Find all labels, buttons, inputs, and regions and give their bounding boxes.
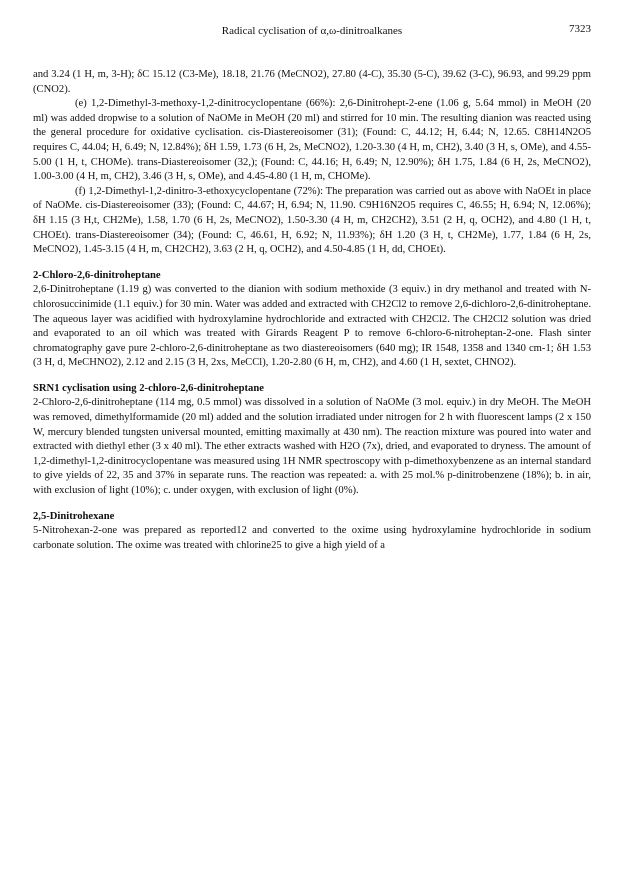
- section-text: 2-Chloro-2,6-dinitroheptane (114 mg, 0.5 mmol) was dissolved in a solution of NaOMe (3 mol. equiv.) in dry MeOH. The MeOH was removed, dimethylformamide (20 ml) added and the solution irradiated under nitrogen for 2 h with fluorescent lamps (2 x 150 W, mercury blended tungsten universal mounted, emitting maximally at 430 nm). The reaction mixture was poured into water and extracted with diethyl ether (3 x 40 ml). The ether extracts washed with H2O (7x), dried, and evaporated to dryness. The amount of 1,2-dimethyl-1,2-dinitrocyclopentane was measured using 1H NMR spectroscopy with p-dimethoxybenzene as an internal standard to give yields of 22, 35 and 37% in separate runs. The reaction was repeated: a. with 25 mol.% p-dinitrobenzene (18%); b. in air, with exclusion of light (10%); c. under oxygen, with exclusion of light (0%).: [33, 397, 591, 497]
- paragraph-procedure-f: (f) 1,2-Dimethyl-1,2-dinitro-3-ethoxycyclopentane (72%): The preparation was carried out as above with NaOEt in place of NaOMe. cis-Diastereoisomer (33); (Found: C, 44.67; H, 6.94; N, 11.90. C9H16N2O5 requires C, 46.55; H, 6.94; N, 12.06%); δH 1.15 (3 H,t, CH2Me), 1.58, 1.70 (6 H, 2s, MeCNO2), 1.50-3.30 (4 H, m, CH2CH2), 3.51 (2 H, q, OCH2), and 4.80 (1 H, t, CHOEt). trans-Diastereoisomer (34); (Found: C, 46.61, H, 6.92; N, 11.93%); δH 1.20 (3 H, t, CH2Me), 1.77, 1.84 (6 H, 2s, MeCNO2), 1.45-3.15 (4 H, m, CH2CH2), 3.63 (2 H, q, OCH2), and 4.50-4.85 (1 H, dd, CHOEt).: [33, 185, 591, 256]
- section-heading: 2,5-Dinitrohexane: [33, 510, 115, 522]
- section-chloro-dinitroheptane: [33, 269, 591, 371]
- body-text: [33, 68, 591, 553]
- section-text: 5-Nitrohexan-2-one was prepared as reported12 and converted to the oxime using hydroxylamine hydrochloride in sodium carbonate solution. The oxime was treated with chlorine25 to give a high yield of a: [33, 525, 591, 551]
- section-dinitrohexane: [33, 510, 591, 554]
- paragraph-procedure-e: (e) 1,2-Dimethyl-3-methoxy-1,2-dinitrocyclopentane (66%): 2,6-Dinitrohept-2-ene (1.06 g, 5.64 mmol) in MeOH (20 ml) was added dropwise to a solution of NaOMe in MeOH (20 ml) and stirred for 10 min. The resulting dianion was reacted using the general procedure for oxidative cyclisation. cis-Diastereoisomer (31); (Found: C, 44.12; H, 6.44; N, 12.65. C8H14N2O5 requires C, 44.04; H, 6.49; N, 12.84%); δH 1.59, 1.73 (6 H, 2s, MeCNO2), 1.20-3.30 (4 H, m, CH2), 3.40 (3 H, s, OMe), and 4.55-5.00 (1 H, t, CHOMe). trans-Diastereoisomer (32,); (Found: C, 44.16; H, 6.49; N, 12.90%); δH 1.75, 1.84 (6 H, 2s, MeCNO2), 1.00-3.00 (4 H, m, CH2), 3.46 (3 H, s, OMe), and 4.45-4.80 (1 H, m, CHOMe).: [33, 98, 591, 183]
- running-head: Radical cyclisation of α,ω-dinitroalkanes: [221, 25, 403, 37]
- page-number: 7323: [569, 23, 591, 35]
- paragraph-continuation: and 3.24 (1 H, m, 3-H); δC 15.12 (C3-Me), 18.18, 21.76 (MeCNO2), 27.80 (4-C), 35.30 (5-C), 39.62 (3-C), 96.93, and 99.29 ppm (CNO2).: [33, 69, 591, 95]
- section-heading: 2-Chloro-2,6-dinitroheptane: [33, 269, 161, 281]
- section-heading: SRN1 cyclisation using 2-chloro-2,6-dinitroheptane: [33, 382, 264, 394]
- section-text: 2,6-Dinitroheptane (1.19 g) was converted to the dianion with sodium methoxide (3 equiv.) in dry methanol and treated with N-chlorosuccinimide (1.1 equiv.) for 30 min. Water was added and extracted with CH2Cl2 to remove 2,6-dichloro-2,6-dinitroheptane. The aqueous layer was acidified with hydroxylamine hydrochloride and extracted with CH2Cl2. The CH2Cl2 solution was dried and evaporated to an oil which was treated with Girards Reagent P to remove 6-chloro-6-nitroheptan-2-one. Flash sinter chromatography gave pure 2-chloro-2,6-dinitroheptane as two diastereoisomers (640 mg); IR 1548, 1358 and 1340 cm-1; δH 1.53 (3 H, d, MeCHNO2), 2.12 and 2.15 (3 H, 2xs, MeCCl), 1.20-2.80 (6 H, m, CH2), and 4.60 (1 H, sextet, CHNO2).: [33, 284, 591, 369]
- section-srn1-cyclisation: [33, 382, 591, 499]
